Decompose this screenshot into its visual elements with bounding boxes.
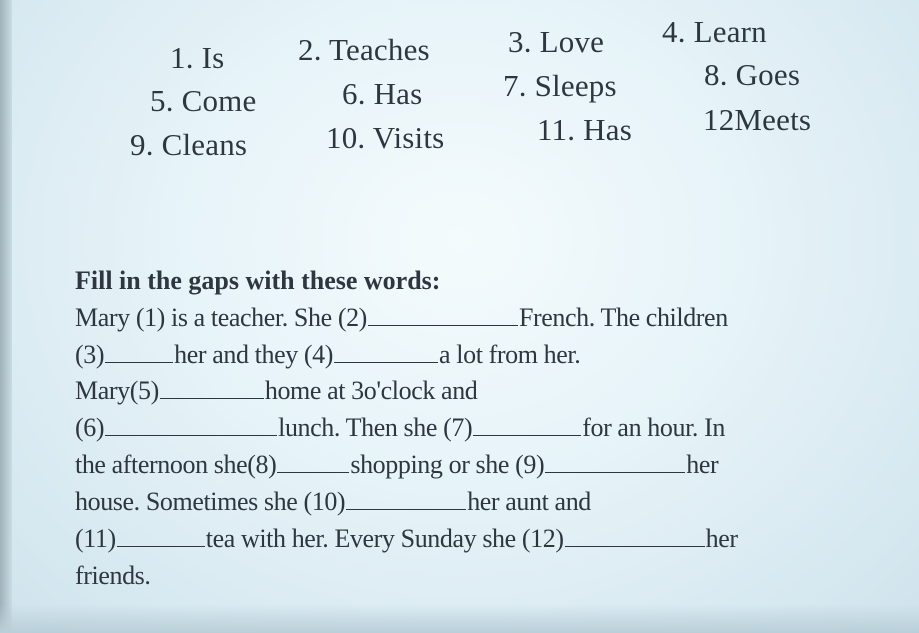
text-line-3 [75,376,477,406]
word-4: 4. Learn [662,14,767,49]
word-5: 5. Come [150,83,257,118]
text-line-5 [75,450,718,480]
gap-11 [117,545,205,547]
line-3-part-1: Mary(5) [75,376,159,405]
screen-bottom-edge [0,604,919,633]
line-6-part-1: house. Sometimes she (10) [75,487,346,516]
line-6-part-2: her aunt and [467,487,591,516]
line-4-part-1: (6) [75,413,105,442]
line-4-part-2: lunch. Then she (7) [278,413,473,442]
word-2: 2. Teaches [298,32,430,67]
exercise-heading: Fill in the gaps with these words: [75,266,441,295]
gap-5 [160,397,264,399]
gap-10 [346,508,466,510]
line-2-part-1: (3) [75,340,105,369]
line-1-part-2: French. The children [518,303,728,332]
gap-12 [565,545,705,547]
line-5-part-1: the afternoon she(8) [75,450,277,479]
line-7-part-3: her [705,524,738,553]
word-7: 7. Sleeps [503,68,617,103]
line-8-part-1: friends. [75,561,151,590]
line-4-part-3: for an hour. In [582,413,725,442]
line-5-part-2: shopping or she (9) [350,450,545,479]
line-3-part-2: home at 3o'clock and [264,376,478,405]
text-line-4 [75,413,725,443]
word-10: 10. Visits [326,120,445,155]
line-7-part-2: tea with her. Every Sunday she (12) [205,524,564,553]
word-12: 12Meets [703,102,812,137]
line-1-part-1: Mary (1) is a teacher. She (2) [75,303,367,332]
gap-2 [368,324,518,326]
word-6: 6. Has [342,76,423,111]
gap-6 [105,434,277,436]
text-line-2 [75,340,580,370]
screen-left-edge [0,0,12,633]
text-line-7 [75,524,738,554]
line-2-part-2: her and they (4) [174,340,334,369]
word-11: 11. Has [537,112,632,147]
gap-8 [277,471,349,473]
word-9: 9. Cleans [130,127,248,162]
line-5-part-3: her [686,450,719,479]
gap-3 [105,361,173,363]
gap-9 [545,471,685,473]
line-2-part-3: a lot from her. [439,340,581,369]
word-3: 3. Love [508,24,605,59]
gap-7 [473,434,581,436]
word-8: 8. Goes [704,57,801,92]
text-line-1 [75,303,728,333]
line-7-part-1: (11) [75,524,116,553]
gap-4 [334,361,438,363]
text-line-8 [75,561,151,591]
text-line-6 [75,487,591,517]
word-1: 1. Is [170,40,225,75]
